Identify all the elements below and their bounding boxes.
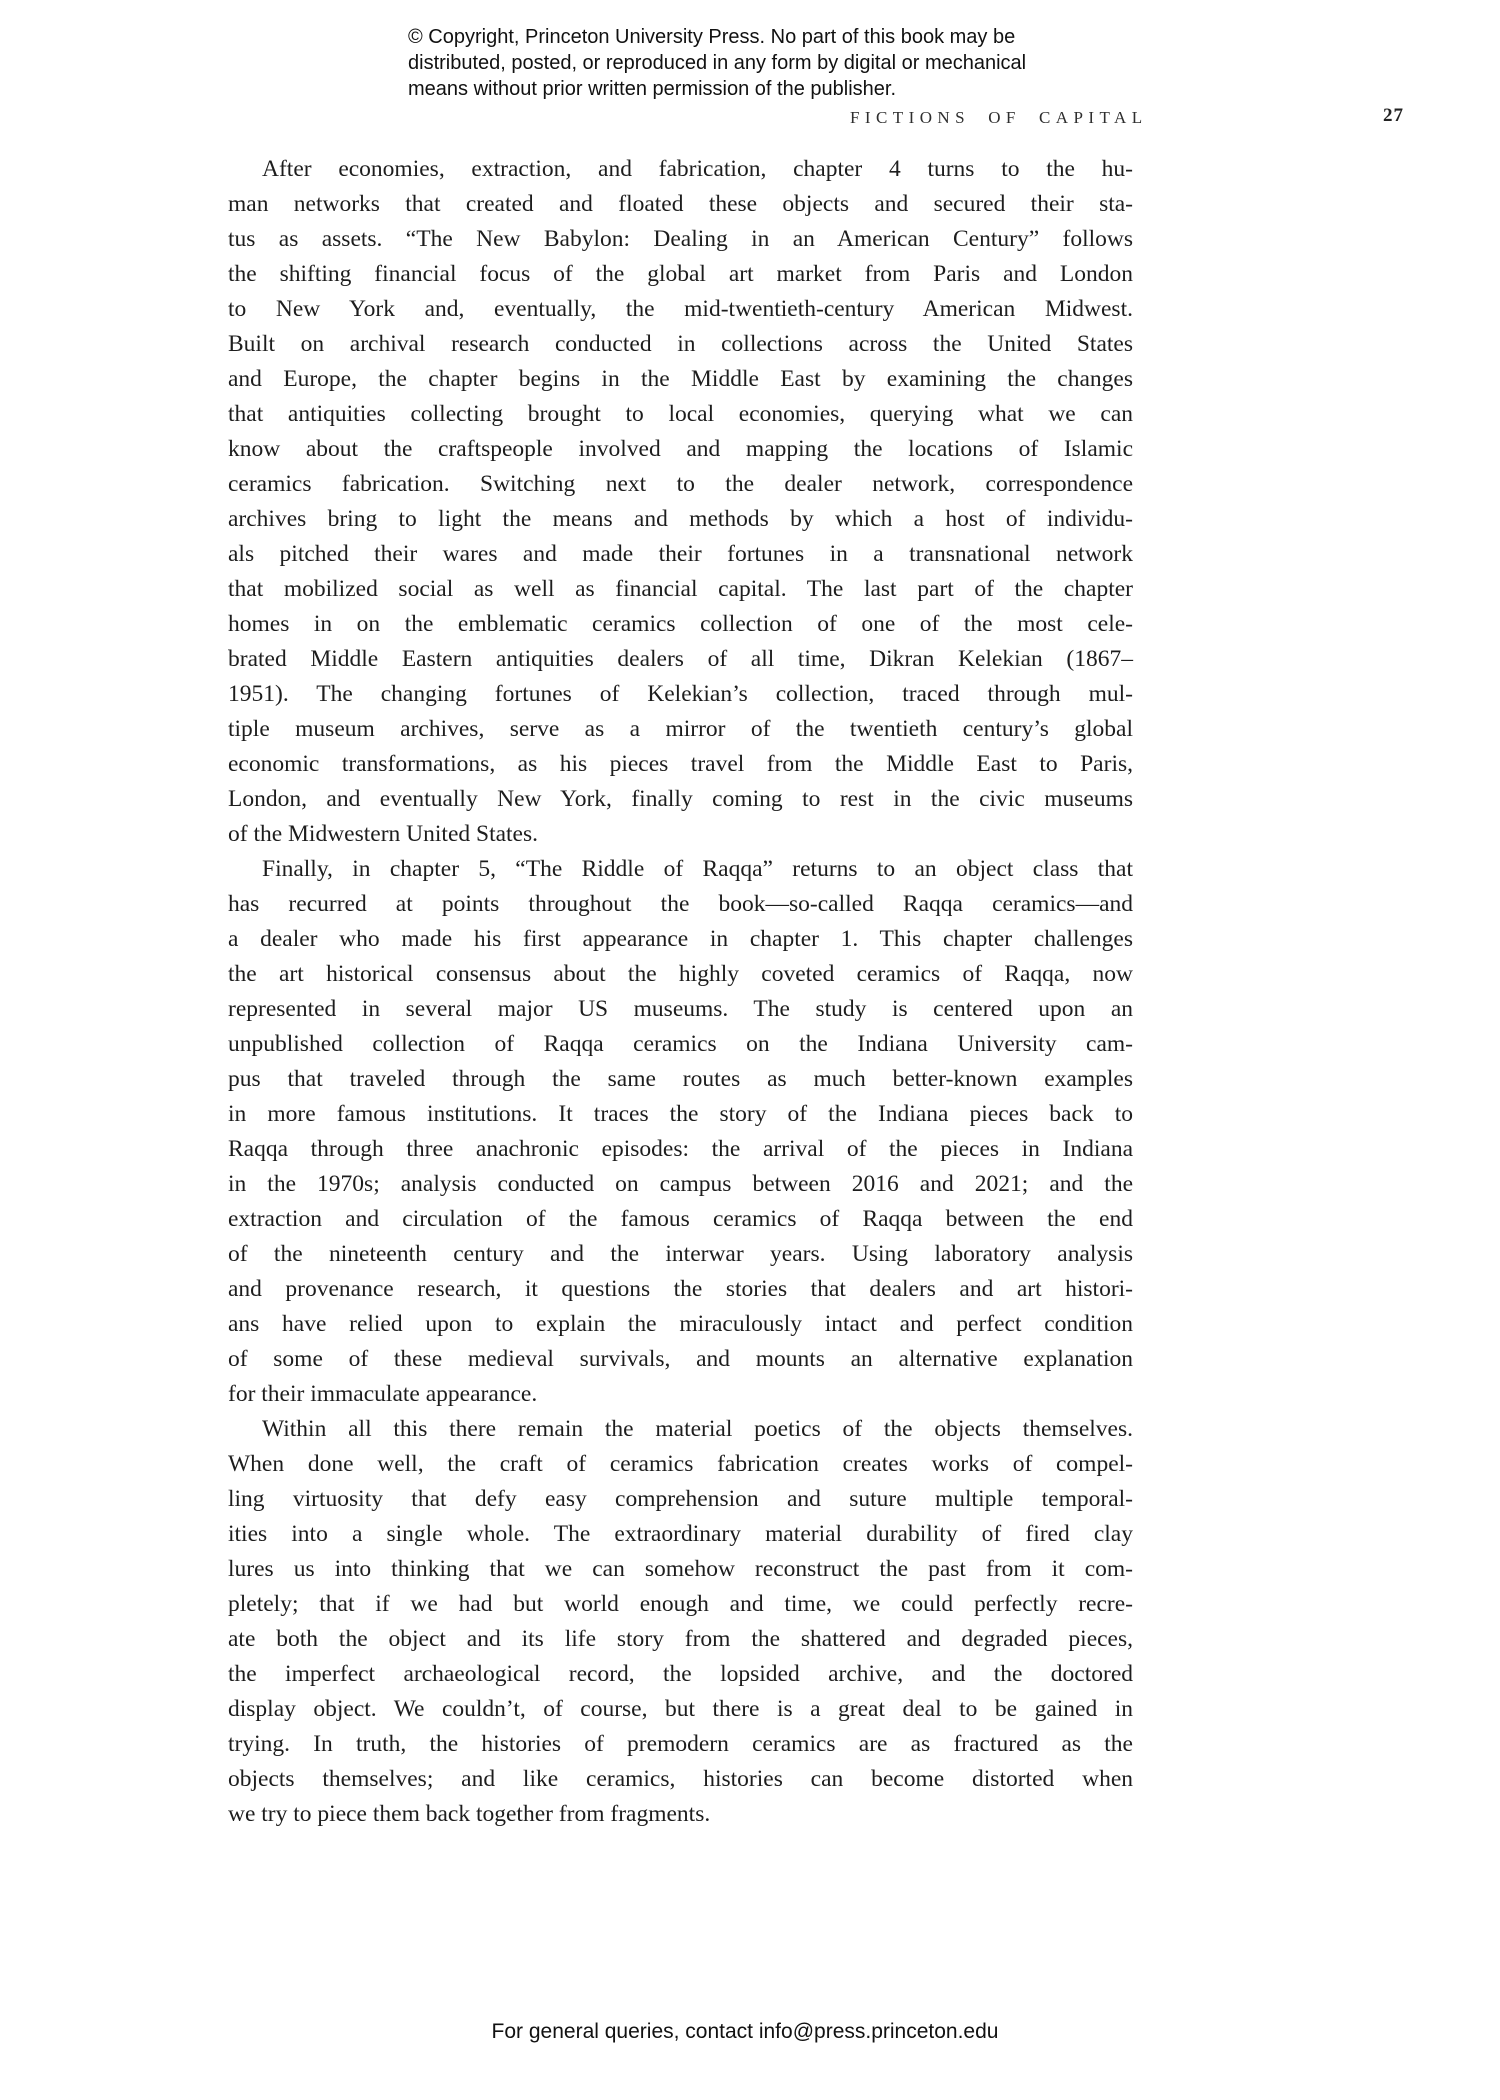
text-line: of the Midwestern United States.: [228, 821, 539, 847]
text-line: that antiquities collecting brought to local economies, querying what we can: [228, 401, 1133, 427]
text-line: Finally, in chapter 5, “The Riddle of Raqqa” returns to an object class that: [262, 856, 1133, 882]
text-line: represented in several major US museums. The study is centered upon an: [228, 996, 1133, 1022]
text-line: Within all this there remain the material poetics of the objects themselves.: [262, 1416, 1133, 1442]
text-line: in the 1970s; analysis conducted on campus between 2016 and 2021; and the: [228, 1171, 1133, 1197]
text-line: tus as assets. “The New Babylon: Dealing in an American Century” follows: [228, 226, 1133, 252]
body-text: [228, 152, 1133, 1832]
text-line: homes in on the emblematic ceramics collection of one of the most cele-: [228, 611, 1133, 637]
text-line: ans have relied upon to explain the miraculously intact and perfect condition: [228, 1311, 1133, 1337]
text-line: ceramics fabrication. Switching next to the dealer network, correspondence: [228, 471, 1133, 497]
text-line: of the nineteenth century and the interwar years. Using laboratory analysis: [228, 1241, 1133, 1267]
text-line: Raqqa through three anachronic episodes: the arrival of the pieces in Indiana: [228, 1136, 1133, 1162]
text-line: ling virtuosity that defy easy comprehension and suture multiple temporal-: [228, 1486, 1133, 1512]
text-line: archives bring to light the means and methods by which a host of individu-: [228, 506, 1133, 532]
text-line: London, and eventually New York, finally coming to rest in the civic museums: [228, 786, 1133, 812]
text-line: the imperfect archaeological record, the lopsided archive, and the doctored: [228, 1661, 1133, 1687]
text-line: ities into a single whole. The extraordinary material durability of fired clay: [228, 1521, 1133, 1547]
running-head: FICTIONS OF CAPITAL: [850, 108, 1148, 127]
text-line: display object. We couldn’t, of course, but there is a great deal to be gained in: [228, 1696, 1133, 1722]
text-line: ate both the object and its life story from the shattered and degraded pieces,: [228, 1626, 1133, 1652]
text-line: to New York and, eventually, the mid-twentieth-century American Midwest.: [228, 296, 1133, 322]
text-line: Built on archival research conducted in collections across the United States: [228, 331, 1133, 357]
text-line: and Europe, the chapter begins in the Middle East by examining the changes: [228, 366, 1133, 392]
text-line: that mobilized social as well as financial capital. The last part of the chapter: [228, 576, 1133, 602]
text-line: the shifting financial focus of the global art market from Paris and London: [228, 261, 1133, 287]
text-line: we try to piece them back together from fragments.: [228, 1801, 711, 1827]
text-line: pletely; that if we had but world enough and time, we could perfectly recre-: [228, 1591, 1133, 1617]
text-line: and provenance research, it questions the stories that dealers and art histori-: [228, 1276, 1133, 1302]
text-line: a dealer who made his first appearance in chapter 1. This chapter challenges: [228, 926, 1133, 952]
text-line: the art historical consensus about the highly coveted ceramics of Raqqa, now: [228, 961, 1133, 987]
text-line: trying. In truth, the histories of premodern ceramics are as fractured as the: [228, 1731, 1133, 1757]
text-line: extraction and circulation of the famous ceramics of Raqqa between the end: [228, 1206, 1133, 1232]
text-line: als pitched their wares and made their fortunes in a transnational network: [228, 541, 1133, 567]
text-line: lures us into thinking that we can somehow reconstruct the past from it com-: [228, 1556, 1133, 1582]
copyright-line: means without prior written permission of the publisher.: [408, 78, 897, 100]
text-line: economic transformations, as his pieces travel from the Middle East to Paris,: [228, 751, 1133, 777]
text-line: brated Middle Eastern antiquities dealers of all time, Dikran Kelekian (1867–: [228, 646, 1133, 672]
text-line: When done well, the craft of ceramics fabrication creates works of compel-: [228, 1451, 1133, 1477]
text-line: After economies, extraction, and fabrication, chapter 4 turns to the hu-: [262, 156, 1133, 182]
copyright-notice: [408, 24, 1118, 102]
paragraph: [228, 152, 1133, 852]
footer-contact: For general queries, contact info@press.princeton.edu: [491, 2020, 999, 2043]
copyright-line: distributed, posted, or reproduced in any form by digital or mechanical: [408, 52, 1027, 74]
copyright-line: © Copyright, Princeton University Press. No part of this book may be: [408, 26, 1016, 48]
text-line: objects themselves; and like ceramics, histories can become distorted when: [228, 1766, 1133, 1792]
text-line: of some of these medieval survivals, and mounts an alternative explanation: [228, 1346, 1133, 1372]
paragraph: [228, 1412, 1133, 1832]
paragraph: [228, 852, 1133, 1412]
text-line: know about the craftspeople involved and mapping the locations of Islamic: [228, 436, 1133, 462]
page-number: 27: [1383, 105, 1404, 126]
text-line: in more famous institutions. It traces the story of the Indiana pieces back to: [228, 1101, 1133, 1127]
text-line: has recurred at points throughout the book—so-called Raqqa ceramics—and: [228, 891, 1133, 917]
text-line: unpublished collection of Raqqa ceramics on the Indiana University cam-: [228, 1031, 1133, 1057]
text-line: 1951). The changing fortunes of Kelekian’s collection, traced through mul-: [228, 681, 1133, 707]
text-line: tiple museum archives, serve as a mirror of the twentieth century’s global: [228, 716, 1133, 742]
text-line: pus that traveled through the same routes as much better-known examples: [228, 1066, 1133, 1092]
text-line: man networks that created and floated these objects and secured their sta-: [228, 191, 1133, 217]
text-line: for their immaculate appearance.: [228, 1381, 538, 1407]
